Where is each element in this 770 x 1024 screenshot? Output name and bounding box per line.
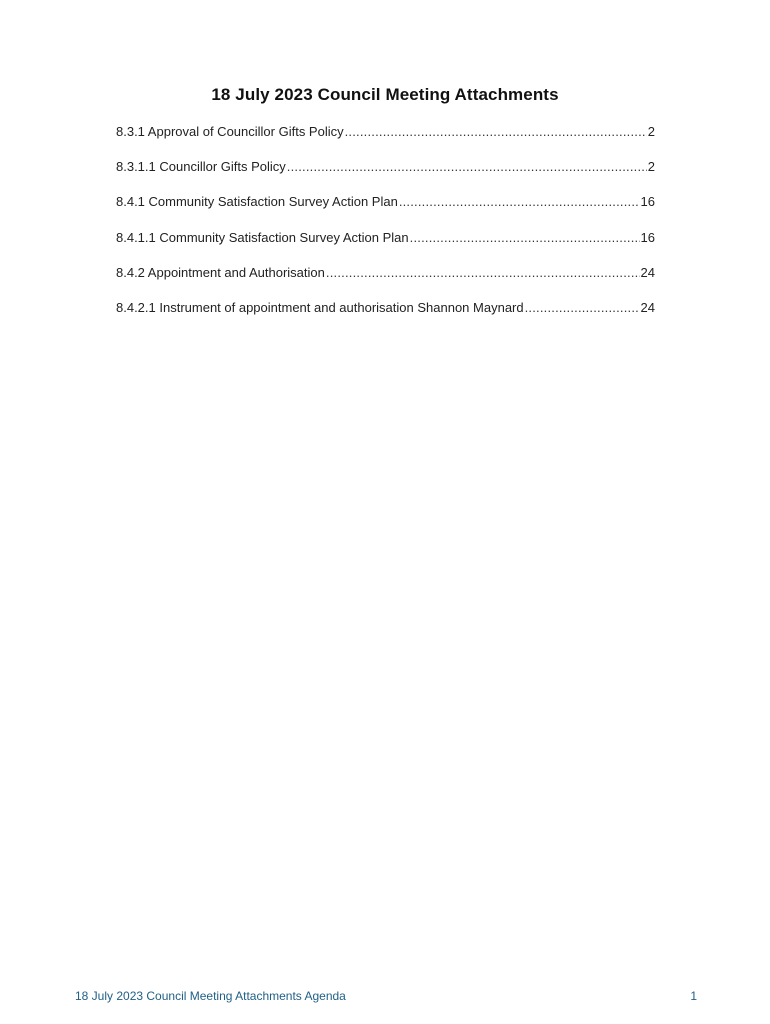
toc-entry[interactable]: [116, 159, 655, 194]
toc-entry-label: 8.3.1.1 Councillor Gifts Policy: [116, 159, 286, 175]
toc-entry-page: 16: [640, 194, 655, 210]
toc-entry-label: 8.4.2.1 Instrument of appointment and authorisation Shannon Maynard: [116, 299, 524, 315]
toc-dot-leader: [345, 124, 647, 139]
toc-entry-page: 2: [647, 124, 655, 139]
toc-entry-page: 24: [640, 299, 655, 315]
toc-dot-leader: [287, 159, 647, 174]
toc-dot-leader: [525, 300, 640, 315]
toc-entry-label: 8.3.1 Approval of Councillor Gifts Policy: [116, 124, 344, 139]
footer-text: 18 July 2023 Council Meeting Attachments Agenda: [75, 989, 346, 1003]
toc-entry[interactable]: [116, 265, 655, 300]
page-footer: [75, 989, 697, 1003]
toc-entry-label: 8.4.2 Appointment and Authorisation: [116, 264, 325, 280]
toc-entry-label: 8.4.1.1 Community Satisfaction Survey Action Plan: [116, 229, 409, 245]
table-of-contents: [116, 124, 655, 335]
toc-entry[interactable]: [116, 300, 655, 335]
toc-dot-leader: [326, 265, 640, 280]
toc-entry-page: 2: [647, 159, 655, 175]
page-title: 18 July 2023 Council Meeting Attachments: [211, 85, 559, 104]
toc-dot-leader: [410, 230, 640, 245]
footer-page-number: 1: [690, 989, 697, 1003]
toc-entry-label: 8.4.1 Community Satisfaction Survey Action Plan: [116, 194, 398, 210]
toc-dot-leader: [399, 194, 640, 209]
toc-entry[interactable]: [116, 230, 655, 265]
toc-entry[interactable]: [116, 124, 655, 159]
toc-entry-page: 16: [640, 229, 655, 245]
toc-entry-page: 24: [640, 264, 655, 280]
toc-entry[interactable]: [116, 194, 655, 229]
